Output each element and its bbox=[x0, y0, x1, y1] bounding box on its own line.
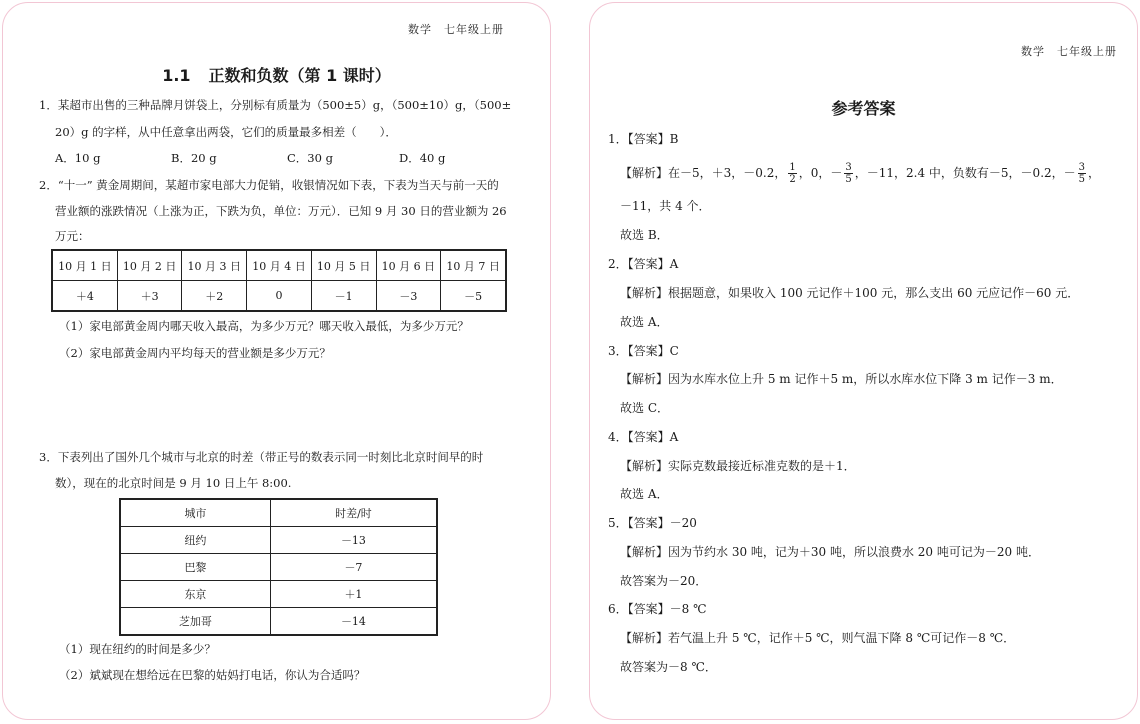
table-cell: －14 bbox=[270, 608, 437, 636]
choice-5: 故答案为－20． bbox=[620, 574, 708, 588]
table-cell: 东京 bbox=[120, 581, 270, 608]
table-cell: ＋1 bbox=[270, 581, 437, 608]
time-difference-table bbox=[119, 498, 438, 636]
table-cell: －7 bbox=[270, 554, 437, 581]
question-page bbox=[2, 2, 551, 720]
table-row bbox=[52, 281, 506, 312]
lesson-title bbox=[3, 63, 550, 86]
explanation-3: 【解析】因为水库水位上升 5 m 记作＋5 m，所以水库水位下降 3 m 记作－3 m． bbox=[620, 372, 1063, 386]
lesson-number: 1.1 bbox=[162, 66, 191, 85]
choice-4: 故选 A． bbox=[620, 487, 669, 501]
q3-line1: 3．下表列出了国外几个城市与北京的时差（带正号的数表示同一时刻比北京时间早的时 bbox=[39, 450, 484, 464]
table-row bbox=[120, 527, 437, 554]
explanation-text: 【解析】在－5，＋3，－0.2， bbox=[620, 166, 787, 180]
table-cell: 巴黎 bbox=[120, 554, 270, 581]
q2-sub2: （2）家电部黄金周内平均每天的营业额是多少万元？ bbox=[59, 346, 331, 360]
table-cell: 芝加哥 bbox=[120, 608, 270, 636]
choice-1: 故选 B． bbox=[620, 228, 669, 242]
denominator: 2 bbox=[789, 174, 796, 185]
answer-2: 2．【答案】A bbox=[608, 257, 679, 271]
answer-6: 6．【答案】－8 ℃ bbox=[608, 602, 707, 616]
sales-change-table bbox=[51, 249, 507, 312]
explanation-text: ，0，－ bbox=[798, 166, 843, 180]
table-cell: 0 bbox=[247, 281, 312, 312]
table-cell: －13 bbox=[270, 527, 437, 554]
q2-sub1: （1）家电部黄金周内哪天收入最高，为多少万元？哪天收入最低，为多少万元？ bbox=[59, 319, 469, 333]
table-header-cell: 10 月 3 日 bbox=[182, 250, 247, 281]
q1-option-b: B．20 g bbox=[171, 151, 217, 165]
table-cell: －3 bbox=[376, 281, 441, 312]
explanation-5: 【解析】因为节约水 30 吨，记为＋30 吨，所以浪费水 20 吨可记为－20 吨． bbox=[620, 545, 1040, 559]
fraction bbox=[1078, 162, 1086, 185]
answer-title: 参考答案 bbox=[831, 99, 896, 118]
page-header: 数学 七年级上册 bbox=[408, 23, 504, 36]
lesson-title-text: 正数和负数（第 1 课时） bbox=[208, 66, 391, 85]
table-header-cell: 10 月 7 日 bbox=[441, 250, 506, 281]
table-header-cell: 10 月 2 日 bbox=[117, 250, 182, 281]
table-cell: －1 bbox=[311, 281, 376, 312]
explanation-2: 【解析】根据题意，如果收入 100 元记作＋100 元，那么支出 60 元应记作－60 元． bbox=[620, 286, 1080, 300]
table-header-cell: 10 月 4 日 bbox=[247, 250, 312, 281]
table-cell: ＋3 bbox=[117, 281, 182, 312]
table-header-cell: 城市 bbox=[120, 499, 270, 527]
numerator: 1 bbox=[789, 162, 796, 173]
explanation-1 bbox=[620, 162, 1100, 185]
answer-page bbox=[589, 2, 1138, 720]
table-row bbox=[120, 554, 437, 581]
choice-6: 故答案为－8 ℃． bbox=[620, 660, 717, 674]
denominator: 5 bbox=[845, 174, 852, 185]
table-header-cell: 10 月 6 日 bbox=[376, 250, 441, 281]
table-header-cell: 10 月 1 日 bbox=[52, 250, 117, 281]
q3-sub1: （1）现在纽约的时间是多少？ bbox=[59, 642, 216, 656]
table-cell: ＋2 bbox=[182, 281, 247, 312]
q1-line2: 20）g 的字样，从中任意拿出两袋，它们的质量最多相差（ ）． bbox=[55, 125, 397, 139]
answer-4: 4．【答案】A bbox=[608, 430, 679, 444]
table-cell: －5 bbox=[441, 281, 506, 312]
q1-option-c: C．30 g bbox=[287, 151, 333, 165]
table-cell: 纽约 bbox=[120, 527, 270, 554]
table-cell: ＋4 bbox=[52, 281, 117, 312]
numerator: 3 bbox=[845, 162, 852, 173]
explanation-1-line2: －11，共 4 个． bbox=[620, 199, 711, 213]
choice-3: 故选 C． bbox=[620, 401, 669, 415]
table-header-cell: 时差/时 bbox=[270, 499, 437, 527]
table-header-cell: 10 月 5 日 bbox=[311, 250, 376, 281]
table-row bbox=[120, 608, 437, 636]
numerator: 3 bbox=[1078, 162, 1086, 173]
page-header: 数学 七年级上册 bbox=[1021, 45, 1117, 58]
q3-line2: 数），现在的北京时间是 9 月 10 日上午 8:00. bbox=[55, 476, 292, 490]
choice-2: 故选 A． bbox=[620, 315, 669, 329]
q2-line1: 2．“十一” 黄金周期间，某超市家电部大力促销，收银情况如下表，下表为当天与前一天的 bbox=[39, 178, 499, 192]
table-header-row bbox=[120, 499, 437, 527]
denominator: 5 bbox=[1078, 174, 1086, 185]
q3-sub2: （2）斌斌现在想给远在巴黎的姑妈打电话，你认为合适吗？ bbox=[59, 668, 366, 682]
explanation-6: 【解析】若气温上升 5 ℃，记作＋5 ℃，则气温下降 8 ℃可记作－8 ℃． bbox=[620, 631, 1016, 645]
answer-3: 3．【答案】C bbox=[608, 344, 679, 358]
q2-line3: 万元： bbox=[55, 229, 90, 243]
q2-line2: 营业额的涨跌情况（上涨为正，下跌为负，单位：万元）．已知 9 月 30 日的营业额为 26 bbox=[55, 204, 507, 218]
explanation-text: ， bbox=[1088, 166, 1101, 180]
fraction bbox=[844, 162, 852, 185]
answer-5: 5．【答案】－20 bbox=[608, 516, 697, 530]
table-row bbox=[120, 581, 437, 608]
q1-option-d: D．40 g bbox=[399, 151, 446, 165]
q1-line1: 1．某超市出售的三种品牌月饼袋上，分别标有质量为（500±5）g，（500±10）g，（500± bbox=[39, 98, 512, 112]
q1-option-a: A．10 g bbox=[55, 151, 101, 165]
table-header-row bbox=[52, 250, 506, 281]
explanation-4: 【解析】实际克数最接近标准克数的是＋1． bbox=[620, 459, 856, 473]
explanation-text: ，－11，2.4 中，负数有－5，－0.2，－ bbox=[854, 166, 1076, 180]
fraction bbox=[788, 162, 796, 185]
answer-1: 1．【答案】B bbox=[608, 132, 679, 146]
